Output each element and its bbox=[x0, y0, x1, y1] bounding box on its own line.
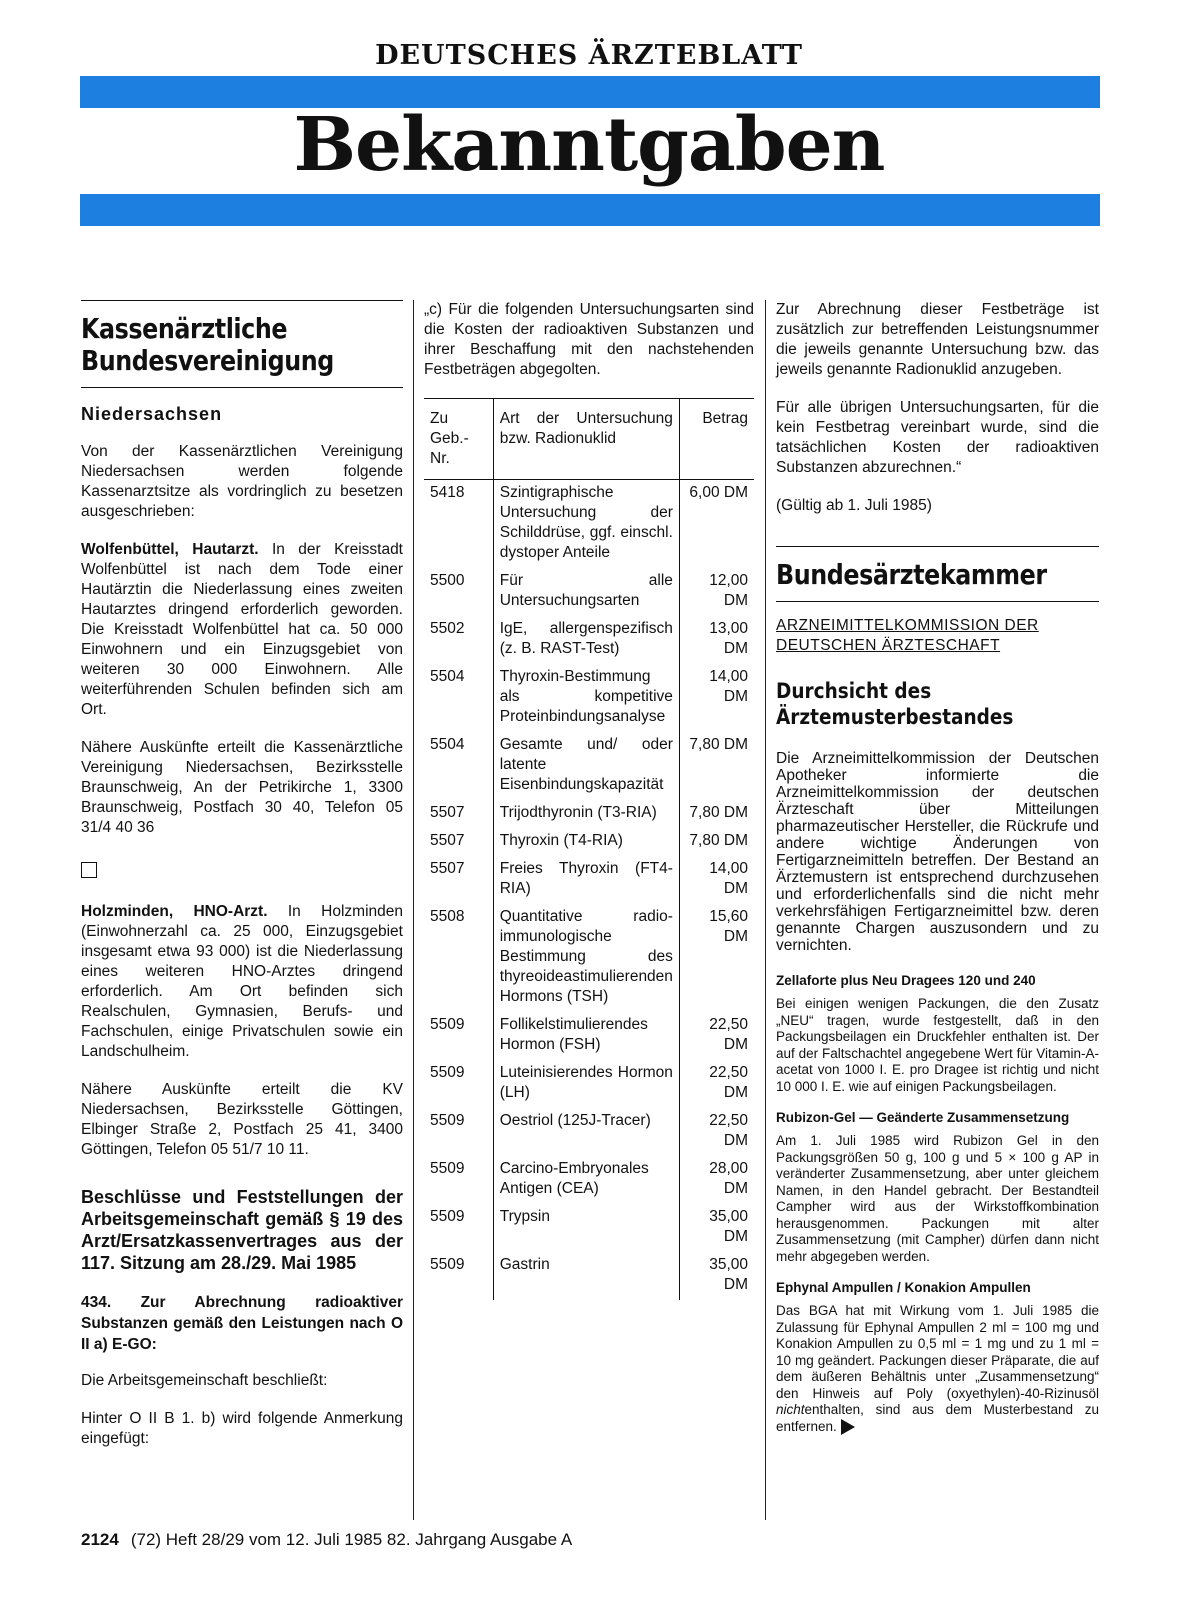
table-cell-betrag: 7,80 DM bbox=[689, 804, 748, 821]
blue-bar-bottom bbox=[80, 194, 1100, 226]
table-cell-art: Szintigraphische Untersuchung der Schilddrüse, ggf. einschl. dystoper Anteile bbox=[493, 480, 679, 569]
commission-heading: ARZNEIMITTELKOMMISSION DER DEUTSCHEN ÄRZTESCHAFT bbox=[776, 617, 1039, 654]
table-row bbox=[424, 480, 754, 569]
inspection-heading: Durchsicht des Ärztemusterbestandes bbox=[776, 679, 1014, 729]
table-row bbox=[424, 732, 754, 800]
intro-paragraph: Von der Kassenärztlichen Vereinigung Niedersachsen werden folgende Kassenarztsitze als vordringlich zu besetzen ausgeschrieben: bbox=[81, 443, 403, 520]
table-cell-betrag: 14,00 DM bbox=[709, 668, 748, 705]
table-cell-betrag: 15,60 DM bbox=[709, 908, 748, 945]
rubizon-text: Am 1. Juli 1985 wird Rubizon Gel in den Packungsgrößen 50 g, 100 g und 5 × 100 g AP in veränderter Zusammensetzung, aber unter gleichem Namen, in den Handel gebracht. Der Bestandteil Campher wird aus der Wirkstoffkombination herausgenommen. Packungen mit alter Zusammensetzung (mit Campher) dürfen dann nicht mehr abgegeben werden. bbox=[776, 1133, 1099, 1264]
table-intro: „c) Für die folgenden Untersuchungsarten sind die Kosten der radioaktiven Substanzen und ihrer Beschaffung mit den nachstehenden Festbeträgen abgegolten. bbox=[424, 301, 754, 378]
table-cell-art: Follikelstimulierendes Hormon (FSH) bbox=[493, 1012, 679, 1060]
column-divider-1 bbox=[413, 300, 414, 1520]
table-cell-nr: 5509 bbox=[424, 1204, 493, 1252]
rule bbox=[776, 546, 1099, 547]
validity-note: (Gültig ab 1. Juli 1985) bbox=[776, 497, 932, 514]
ephynal-text-emphasis: nicht bbox=[776, 1402, 805, 1417]
table-cell-nr: 5509 bbox=[424, 1060, 493, 1108]
insert-text: Hinter O II B 1. b) wird folgende Anmerkung eingefügt: bbox=[81, 1410, 403, 1447]
table-cell-betrag: 22,50 DM bbox=[709, 1016, 748, 1053]
table-row bbox=[424, 1060, 754, 1108]
table-cell-nr: 5507 bbox=[424, 828, 493, 856]
region-heading: Niedersachsen bbox=[81, 404, 223, 424]
holzminden-text: In Holzminden (Einwohnerzahl ca. 25 000, Einzugsgebiet insgesamt etwa 93 000) ist die Niederlassung eines weiteren HNO-Arztes dringend erforderlich. Am Ort befinden sich Realschulen, Gymnasien, Berufs- und Fachschulen, einige Privatschulen sowie ein Landschulheim. bbox=[81, 903, 403, 1060]
table-cell-nr: 5509 bbox=[424, 1108, 493, 1156]
table-cell-art: Gesamte und/ oder latente Eisenbindungskapazität bbox=[493, 732, 679, 800]
zellaforte-text: Bei einigen wenigen Packungen, die den Zusatz „NEU“ tragen, wurde festgestellt, daß in den Packungsbeilagen ein Druckfehler enthalten ist. Der auf der Faltschachtel angegebene Wert für Vitamin-A-acetat von 1000 I. E. pro Dragee ist richtig und nicht 10 000 I. E. wie auf einigen Packungsbeilagen. bbox=[776, 996, 1099, 1094]
table-row bbox=[424, 828, 754, 856]
rule bbox=[81, 387, 403, 388]
table-cell-nr: 5507 bbox=[424, 800, 493, 828]
header-art: Art der Untersuchung bzw. Radionuklid bbox=[493, 399, 679, 480]
separator-box bbox=[81, 862, 97, 878]
rubizon-heading: Rubizon-Gel — Geänderte Zusammensetzung bbox=[776, 1110, 1070, 1125]
table-cell-betrag: 22,50 DM bbox=[709, 1112, 748, 1149]
holzminden-paragraph bbox=[81, 902, 403, 1062]
column-divider-2 bbox=[765, 300, 766, 1520]
table-header-row bbox=[424, 399, 754, 480]
table-cell-nr: 5418 bbox=[424, 480, 493, 569]
page-footer bbox=[81, 1530, 572, 1550]
table-cell-art: Quantitative radio-immunologische Bestimmung des thyreoideastimulierenden Hormons (TSH) bbox=[493, 904, 679, 1012]
commission-intro: Die Arzneimittelkommission der Deutschen Apotheker informierte die Arzneimittelkommission der deutschen Ärzteschaft über Mitteilungen pharmazeutischer Hersteller, die Rückrufe und andere wichtige Änderungen von Fertigarzneimitteln betreffen. Der Bestand an Ärztemustern ist entsprechend durchzusehen und erforderlichenfalls sind die nicht mehr verkehrsfähigen Fertigarzneimittel bzw. deren genannte Chargen auszusondern und zu vernichten. bbox=[776, 750, 1099, 954]
table-cell-nr: 5504 bbox=[424, 664, 493, 732]
table-cell-art: Carcino-Embryonales Antigen (CEA) bbox=[493, 1156, 679, 1204]
table-row bbox=[424, 1012, 754, 1060]
table-cell-betrag: 28,00 DM bbox=[709, 1160, 748, 1197]
section-title: Bekanntgaben bbox=[293, 102, 885, 188]
table-row bbox=[424, 904, 754, 1012]
table-cell-nr: 5504 bbox=[424, 732, 493, 800]
table-cell-art: Gastrin bbox=[493, 1252, 679, 1300]
table-cell-betrag: 6,00 DM bbox=[689, 484, 748, 501]
table-cell-nr: 5508 bbox=[424, 904, 493, 1012]
fee-table bbox=[424, 398, 754, 1300]
column-2 bbox=[424, 300, 754, 1300]
table-cell-art: Oestriol (125J-Tracer) bbox=[493, 1108, 679, 1156]
table-cell-nr: 5507 bbox=[424, 856, 493, 904]
ephynal-text-part2: enthalten, sind aus dem Musterbestand zu entfernen. bbox=[776, 1402, 1099, 1434]
table-row bbox=[424, 1204, 754, 1252]
table-row bbox=[424, 800, 754, 828]
table-cell-nr: 5509 bbox=[424, 1252, 493, 1300]
table-row bbox=[424, 856, 754, 904]
table-cell-betrag: 13,00 DM bbox=[709, 620, 748, 657]
table-cell-nr: 5502 bbox=[424, 616, 493, 664]
decision-text: Die Arbeitsgemeinschaft beschließt: bbox=[81, 1372, 328, 1389]
table-cell-betrag: 35,00 DM bbox=[709, 1208, 748, 1245]
table-cell-betrag: 22,50 DM bbox=[709, 1064, 748, 1101]
table-cell-nr: 5500 bbox=[424, 568, 493, 616]
column-3 bbox=[776, 300, 1099, 1443]
table-row bbox=[424, 568, 754, 616]
ephynal-heading: Ephynal Ampullen / Konakion Ampullen bbox=[776, 1280, 1031, 1295]
table-cell-art: Trypsin bbox=[493, 1204, 679, 1252]
item-heading: 434. Zur Abrechnung radioaktiver Substanzen gemäß den Leistungen nach O II a) E-GO: bbox=[81, 1294, 403, 1353]
header-betrag: Betrag bbox=[679, 399, 754, 480]
holzminden-label: Holzminden, HNO-Arzt. bbox=[81, 903, 268, 920]
page-number: 2124 bbox=[81, 1530, 119, 1549]
table-cell-art: Luteinisierendes Hormon (LH) bbox=[493, 1060, 679, 1108]
table-cell-betrag: 35,00 DM bbox=[709, 1256, 748, 1293]
table-cell-nr: 5509 bbox=[424, 1012, 493, 1060]
masthead-title: DEUTSCHES ÄRZTEBLATT bbox=[375, 40, 803, 71]
ephynal-text-part1: Das BGA hat mit Wirkung vom 1. Juli 1985 die Zulassung für Ephynal Ampullen 2 ml = 100 mg und Konakion Ampullen zu 0,5 ml = 1 mg und zu 1 ml = 10 mg geändert. Packungen dieser Präparate, die auf dem äußeren Behältnis unter „Zusammensetzung“ den Hinweis auf Poly (oxyethylen)-40-Rizinusöl bbox=[776, 1303, 1099, 1401]
table-row bbox=[424, 1252, 754, 1300]
wolfenbuettel-info: Nähere Auskünfte erteilt die Kassenärztliche Vereinigung Niedersachsen, Bezirksstelle Braunschweig, An der Petrikirche 1, 3300 Braunschweig, Postfach 30 40, Telefon 05 31/4 40 36 bbox=[81, 739, 403, 836]
table-cell-art: Für alle Untersuchungsarten bbox=[493, 568, 679, 616]
org-heading-kbv: Kassenärztliche Bundesvereinigung bbox=[81, 312, 334, 377]
table-row bbox=[424, 1156, 754, 1204]
zellaforte-heading: Zellaforte plus Neu Dragees 120 und 240 bbox=[776, 973, 1036, 988]
wolfenbuettel-paragraph bbox=[81, 540, 403, 720]
table-row bbox=[424, 664, 754, 732]
wolfenbuettel-text: In der Kreisstadt Wolfenbüttel ist nach dem Tode einer Hautärztin die Niederlassung eines zweiten Hautarztes dringend erforderlich geworden. Die Kreisstadt Wolfenbüttel hat ca. 50 000 Einwohnern und ein Einzugsgebiet von weiteren 30 000 Einwohnern. Alle weiterführenden Schulen befinden sich am Ort. bbox=[81, 541, 403, 718]
footer-issue: (72) Heft 28/29 vom 12. Juli 1985 82. Jahrgang Ausgabe A bbox=[130, 1530, 573, 1549]
wolfenbuettel-label: Wolfenbüttel, Hautarzt. bbox=[81, 541, 259, 558]
table-cell-art: Thyroxin (T4-RIA) bbox=[493, 828, 679, 856]
table-cell-nr: 5509 bbox=[424, 1156, 493, 1204]
table-cell-betrag: 7,80 DM bbox=[689, 832, 748, 849]
header-nr: Zu Geb.-Nr. bbox=[424, 399, 493, 480]
column-1 bbox=[81, 300, 403, 1467]
resolution-heading: Beschlüsse und Feststellungen der Arbeitsgemeinschaft gemäß § 19 des Arzt/Ersatzkassenvertrages aus der 117. Sitzung am 28./29. Mai 1985 bbox=[81, 1187, 403, 1273]
table-row bbox=[424, 616, 754, 664]
table-cell-art: IgE, allergenspezifisch (z. B. RAST-Test) bbox=[493, 616, 679, 664]
table-cell-betrag: 14,00 DM bbox=[709, 860, 748, 897]
rule bbox=[81, 300, 403, 301]
table-cell-betrag: 12,00 DM bbox=[709, 572, 748, 609]
other-costs-note: Für alle übrigen Untersuchungsarten, für die kein Festbetrag vereinbart wurde, sind die tatsächlichen Kosten der radioaktiven Substanzen abzurechnen.“ bbox=[776, 399, 1099, 476]
table-row bbox=[424, 1108, 754, 1156]
billing-note: Zur Abrechnung dieser Festbeträge ist zusätzlich zur betreffenden Leistungsnummer die jeweils genannte Untersuchung bzw. das jeweils genannte Radionuklid anzugeben. bbox=[776, 301, 1099, 378]
holzminden-info: Nähere Auskünfte erteilt die KV Niedersachsen, Bezirksstelle Göttingen, Elbinger Straße 2, Postfach 25 41, 3400 Göttingen, Telefon 05 51/7 10 11. bbox=[81, 1081, 403, 1158]
table-cell-art: Thyroxin-Bestimmung als kompetitive Proteinbindungsanalyse bbox=[493, 664, 679, 732]
table-cell-betrag: 7,80 DM bbox=[689, 736, 748, 753]
table-cell-art: Freies Thyroxin (FT4-RIA) bbox=[493, 856, 679, 904]
org-heading-baek: Bundesärztekammer bbox=[776, 558, 1047, 591]
rule bbox=[776, 601, 1099, 602]
ephynal-text bbox=[776, 1303, 1099, 1435]
table-cell-art: Trijodthyronin (T3-RIA) bbox=[493, 800, 679, 828]
continue-arrow-icon bbox=[841, 1419, 855, 1435]
